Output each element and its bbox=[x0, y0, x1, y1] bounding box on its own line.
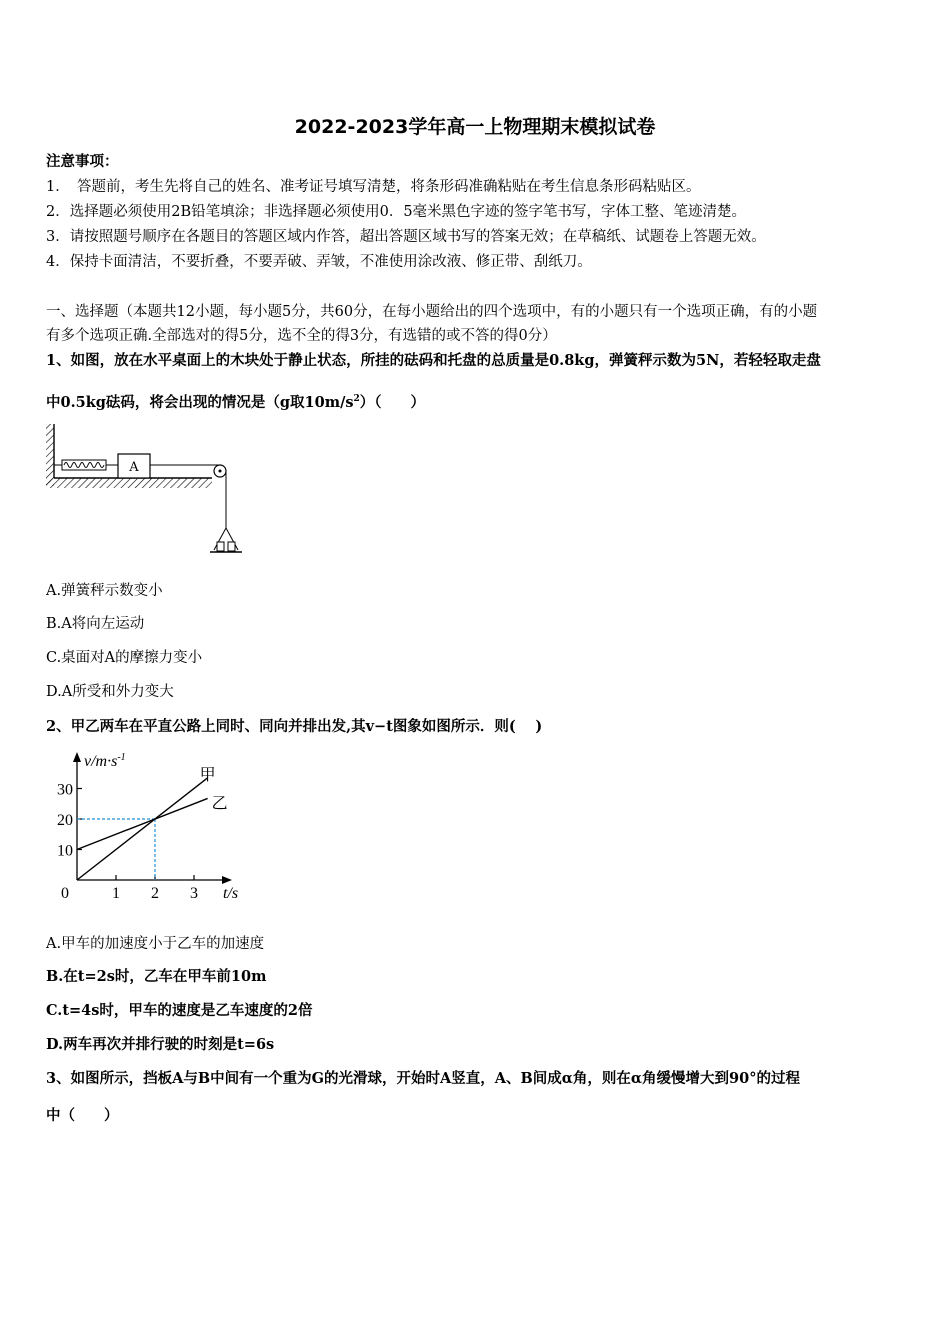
notice-item-2: 2．选择题必须使用2B铅笔填涂；非选择题必须使用0．5毫米黑色字迹的签字笔书写，字体工整、笔迹清楚。 bbox=[46, 204, 747, 220]
weight-tray bbox=[210, 528, 242, 552]
q1-stem-line1: 1、如图，放在水平桌面上的木块处于静止状态，所挂的砝码和托盘的总质量是0.8kg，弹簧秤示数为5N，若轻轻取走盘 bbox=[46, 352, 821, 369]
spring-scale bbox=[54, 460, 118, 470]
x-axis-arrow bbox=[222, 876, 232, 884]
notice-heading: 注意事项： bbox=[46, 153, 119, 170]
notice-item-3: 3．请按照题号顺序在各题目的答题区域内作答，超出答题区域书写的答案无效；在草稿纸、试题卷上答题无效。 bbox=[46, 229, 766, 245]
q3-stem-line1: 3、如图所示，挡板A与B中间有一个重为G的光滑球，开始时A竖直，A、B间成α角，则在α角缓慢增大到90°的过程 bbox=[46, 1070, 800, 1087]
notice-item-1: 1． 答题前，考生先将自己的姓名、准考证号填写清楚，将条形码准确粘贴在考生信息条形码粘贴区。 bbox=[46, 179, 701, 195]
q2-option-c: C.t=4s时，甲车的速度是乙车速度的2倍 bbox=[46, 1002, 313, 1019]
q2-stem: 2、甲乙两车在平直公路上同时、同向并排出发,其v−t图象如图所示．则( ) bbox=[46, 718, 543, 735]
q1-stem-bracket: ）（ ） bbox=[359, 393, 426, 411]
wall-hatching bbox=[46, 424, 54, 486]
q1-option-a: A.弹簧秤示数变小 bbox=[46, 583, 163, 599]
y-tick-label: 30 bbox=[57, 781, 73, 799]
series-line-yi bbox=[77, 798, 208, 849]
x-tick-label: 1 bbox=[112, 885, 120, 902]
q2-option-a: A.甲车的加速度小于乙车的加速度 bbox=[46, 936, 265, 952]
q1-option-b: B.A将向左运动 bbox=[46, 616, 145, 632]
block-a-label: A bbox=[129, 460, 139, 475]
q3-stem-line2: 中（ ） bbox=[46, 1107, 119, 1124]
y-axis-arrow bbox=[73, 752, 81, 762]
x-tick-label: 2 bbox=[151, 885, 159, 902]
section-intro-line2: 有多个选项正确.全部选对的得5分，选不全的得3分，有选错的或不答的得0分） bbox=[46, 328, 557, 344]
q1-stem-line2 bbox=[46, 389, 425, 413]
q1-stem-sup: 2 bbox=[353, 394, 360, 404]
y-axis-label: $v/m\cdot s^{-1}$ bbox=[84, 752, 126, 770]
y-tick-label: 10 bbox=[57, 842, 73, 860]
section-intro-line1: 一、选择题（本题共12小题，每小题5分，共60分，在每小题给出的四个选项中，有的小题只有一个选项正确，有的小题 bbox=[46, 304, 818, 320]
page-title: 2022-2023学年高一上物理期末模拟试卷 bbox=[294, 116, 656, 138]
series-label-jia: 甲 bbox=[199, 764, 216, 784]
q1-stem-text: 中0.5kg砝码，将会出现的情况是（g取10m/s bbox=[46, 393, 354, 411]
q2-vt-chart bbox=[40, 748, 260, 908]
y-tick-label: 20 bbox=[57, 812, 73, 829]
x-tick-label: 3 bbox=[190, 885, 198, 902]
pulley-axle bbox=[219, 470, 222, 473]
notice-item-4: 4．保持卡面清洁，不要折叠，不要弄破、弄皱，不准使用涂改液、修正带、刮纸刀。 bbox=[46, 254, 592, 270]
q1-option-c: C.桌面对A的摩擦力变小 bbox=[46, 650, 203, 666]
table-hatching bbox=[46, 478, 212, 488]
q1-option-d: D.A所受和外力变大 bbox=[46, 684, 174, 700]
series-line-jia bbox=[77, 778, 208, 880]
q2-option-b: B.在t=2s时，乙车在甲车前10m bbox=[46, 968, 267, 985]
q1-figure bbox=[40, 420, 250, 560]
q2-option-d: D.两车再次并排行驶的时刻是t=6s bbox=[46, 1036, 275, 1053]
series-label-yi: 乙 bbox=[211, 793, 228, 813]
origin-label: 0 bbox=[61, 885, 69, 902]
x-axis-label: t/s bbox=[223, 885, 239, 902]
